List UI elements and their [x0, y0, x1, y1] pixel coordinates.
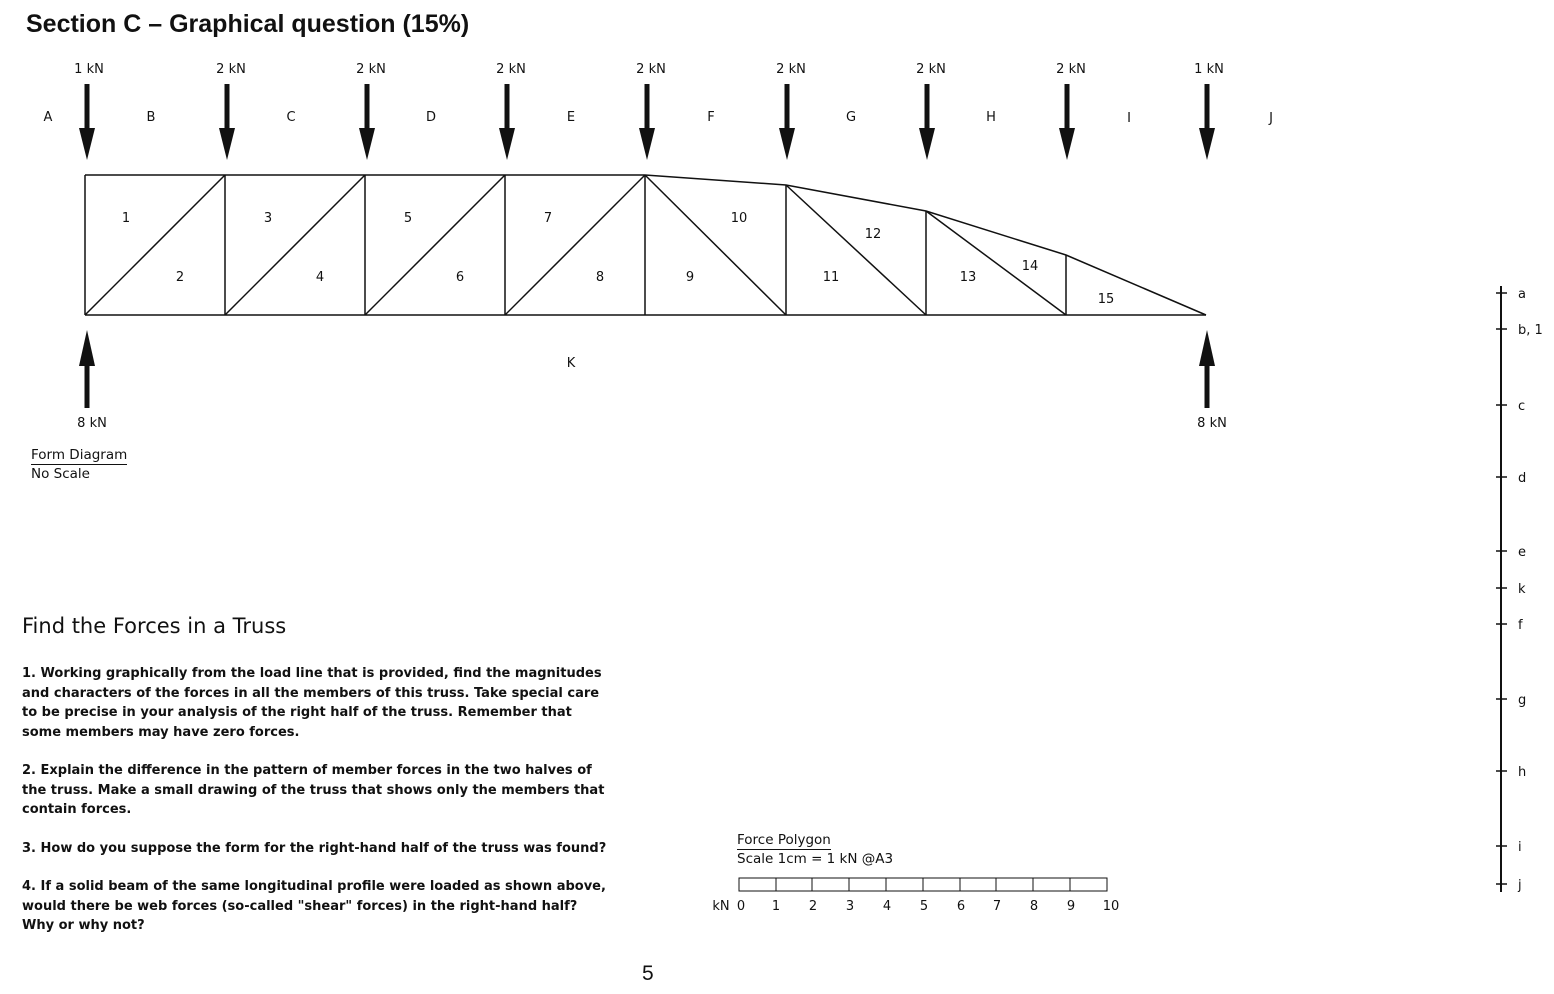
panel-number-5: 5 — [403, 211, 413, 226]
load-arrow-9 — [1199, 84, 1215, 160]
scale-tick-label: 5 — [919, 899, 929, 914]
load-label-6: 2 kN — [776, 62, 806, 77]
load-line-label-c: c — [1518, 399, 1526, 414]
diagonal-member — [645, 175, 786, 315]
load-label-2: 2 kN — [216, 62, 246, 77]
load-label-9: 1 kN — [1194, 62, 1224, 77]
scale-tick-label: 1 — [771, 899, 781, 914]
panel-number-13: 13 — [959, 270, 977, 285]
instruction-paragraph-4: 4. If a solid beam of the same longitudinal profile were loaded as shown above, would there be web forces (so-called "shear" forces) in the right-hand half? Why or why not? — [22, 879, 606, 933]
panel-number-15: 15 — [1097, 292, 1115, 307]
form-diagram-caption-scale: No Scale — [31, 466, 90, 482]
panel-number-9: 9 — [685, 270, 695, 285]
truss — [85, 175, 1206, 315]
load-line-label-f: f — [1518, 618, 1523, 633]
space-letter-e: E — [566, 110, 576, 125]
diagonal-member — [225, 175, 365, 315]
scale-tick-label: 6 — [956, 899, 966, 914]
load-arrow-1 — [79, 84, 95, 160]
scale-tick-label: 7 — [992, 899, 1002, 914]
panel-number-8: 8 — [595, 270, 605, 285]
force-polygon-caption-scale: Scale 1cm = 1 kN @A3 — [737, 851, 894, 867]
panel-number-4: 4 — [315, 270, 325, 285]
panel-number-7: 7 — [543, 211, 553, 226]
diagonal-member — [786, 185, 926, 315]
load-line-label-k: k — [1518, 582, 1526, 597]
page-number: 5 — [642, 962, 654, 985]
panel-number-3: 3 — [263, 211, 273, 226]
load-line-labels — [1517, 287, 1543, 893]
panel-number-14: 14 — [1021, 259, 1039, 274]
load-line-label-b1: b, 1 — [1518, 323, 1543, 338]
load-label-5: 2 kN — [636, 62, 666, 77]
load-line-label-g: g — [1518, 693, 1527, 708]
instructions — [22, 614, 612, 955]
scale-unit: kN — [712, 899, 730, 914]
space-letter-d: D — [425, 110, 437, 125]
panel-number-6: 6 — [455, 270, 465, 285]
scale-tick-label: 0 — [736, 899, 746, 914]
force-polygon-caption — [737, 831, 893, 868]
space-letter-i: I — [1127, 111, 1131, 126]
load-arrow-7 — [919, 84, 935, 160]
reaction-label-right: 8 kN — [1197, 416, 1227, 431]
load-label-8: 2 kN — [1056, 62, 1086, 77]
load-label-7: 2 kN — [916, 62, 946, 77]
space-letter-b: B — [146, 110, 156, 125]
load-arrow-2 — [219, 84, 235, 160]
panel-number-10: 10 — [730, 211, 748, 226]
load-arrow-8 — [1059, 84, 1075, 160]
space-letter-h: H — [986, 110, 996, 125]
load-labels — [74, 62, 1224, 77]
scale-tick-label: 3 — [845, 899, 855, 914]
diagonal-member — [926, 211, 1066, 315]
space-letter-f: F — [707, 110, 715, 125]
load-line-label-i: i — [1518, 840, 1522, 855]
space-letter-k: K — [566, 356, 576, 371]
instruction-paragraph-2: 2. Explain the difference in the pattern of member forces in the two halves of the truss. Make a small drawing of the truss that shows only the members that contain forces. — [22, 763, 605, 817]
scale-bar — [739, 878, 1107, 891]
scale-tick-label: 2 — [808, 899, 818, 914]
load-line-label-e: e — [1518, 545, 1526, 560]
scale-tick-label: 10 — [1102, 899, 1120, 914]
panel-numbers — [122, 211, 1114, 307]
scale-tick-label: 8 — [1029, 899, 1039, 914]
reaction-arrow-left — [79, 330, 95, 408]
load-line — [1496, 286, 1507, 892]
form-diagram-caption — [31, 446, 127, 483]
diagonal-member — [365, 175, 505, 315]
instructions-heading: Find the Forces in a Truss — [22, 614, 287, 638]
scale-tick-label: 9 — [1066, 899, 1076, 914]
panel-number-2: 2 — [175, 270, 185, 285]
diagonal-member — [505, 175, 645, 315]
scale-bar-labels — [712, 899, 1119, 914]
load-line-label-a: a — [1518, 287, 1526, 302]
load-arrow-3 — [359, 84, 375, 160]
load-arrows — [79, 84, 1215, 160]
load-label-1: 1 kN — [74, 62, 104, 77]
load-arrow-6 — [779, 84, 795, 160]
instruction-paragraph-1: 1. Working graphically from the load line that is provided, find the magnitudes and characters of the forces in all the members of this truss. Take special care to be precise in your analysis of the right half of the truss. Remember that some members may have zero forces. — [22, 666, 602, 740]
space-letter-a: A — [43, 110, 53, 125]
form-diagram-caption-title: Form Diagram — [31, 447, 128, 463]
panel-number-12: 12 — [864, 227, 882, 242]
panel-number-11: 11 — [822, 270, 840, 285]
load-line-label-j: j — [1518, 878, 1522, 893]
load-label-3: 2 kN — [356, 62, 386, 77]
instruction-paragraph-3: 3. How do you suppose the form for the right-hand half of the truss was found? — [22, 840, 607, 856]
reaction-arrows — [79, 330, 1215, 408]
space-letter-j: J — [1269, 111, 1273, 126]
space-letter-g: G — [845, 110, 857, 125]
load-arrow-4 — [499, 84, 515, 160]
load-label-4: 2 kN — [496, 62, 526, 77]
load-arrow-5 — [639, 84, 655, 160]
load-line-label-d: d — [1518, 471, 1527, 486]
reaction-arrow-right — [1199, 330, 1215, 408]
diagonal-member — [85, 175, 225, 315]
section-title: Section C – Graphical question (15%) — [26, 10, 470, 38]
load-line-label-h: h — [1518, 765, 1527, 780]
scale-tick-label: 4 — [882, 899, 892, 914]
space-letter-c: C — [286, 110, 296, 125]
reaction-label-left: 8 kN — [77, 416, 107, 431]
panel-number-1: 1 — [121, 211, 131, 226]
force-polygon-caption-title: Force Polygon — [737, 832, 831, 848]
